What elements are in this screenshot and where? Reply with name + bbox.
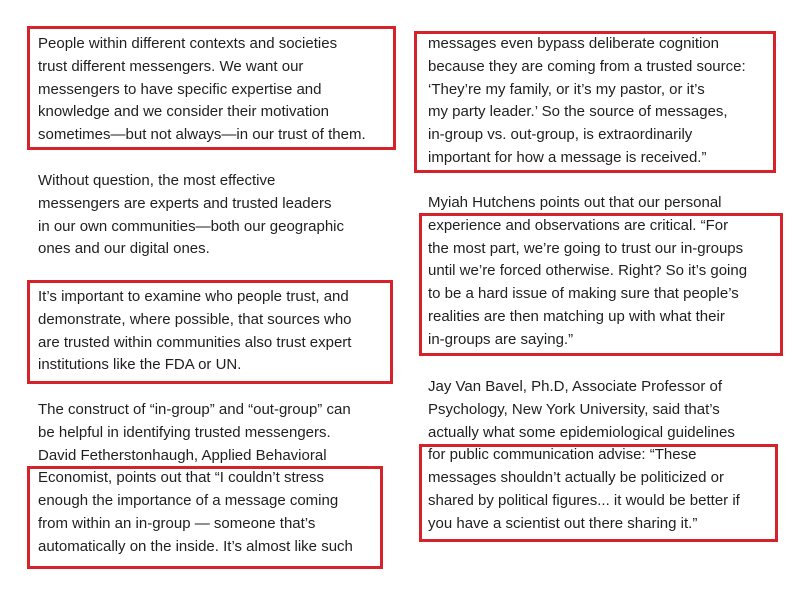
text-line: be helpful in identifying trusted messengers. — [38, 423, 331, 441]
text-line: messengers are experts and trusted leaders — [38, 194, 332, 212]
text-line: important for how a message is received.” — [428, 148, 707, 166]
left-paragraph-2 — [38, 170, 344, 261]
text-line: Jay Van Bavel, Ph.D, Associate Professor of — [428, 378, 723, 395]
text-line: institutions like the FDA or UN. — [38, 356, 242, 374]
right-paragraph-3 — [428, 376, 740, 536]
text-line: enough the importance of a message coming — [38, 492, 339, 510]
text-line: in-group vs. out-group, is extraordinarily — [428, 126, 693, 144]
text-line: in-groups are saying.” — [428, 330, 574, 348]
text-line: are trusted within communities also trust expert — [38, 333, 352, 351]
text-line: Economist, points out that “I couldn’t stress — [38, 469, 324, 487]
left-paragraph-4 — [38, 399, 353, 559]
text-line: because they are coming from a trusted source: — [428, 57, 746, 75]
left-paragraph-1 — [38, 33, 366, 147]
left-paragraph-3 — [38, 286, 352, 377]
text-line: Psychology, New York University, said that’s — [428, 400, 720, 418]
text-line: The construct of “in-group” and “out-group” can — [38, 401, 351, 418]
text-line: ‘They’re my family, or it’s my pastor, or it’s — [428, 80, 705, 98]
text-line: Myiah Hutchens points out that our personal — [428, 194, 722, 211]
text-line: actually what some epidemiological guidelines — [428, 423, 735, 441]
text-line: It’s important to examine who people trust, and — [38, 288, 349, 305]
text-line: trust different messengers. We want our — [38, 57, 304, 75]
text-line: in our own communities—both our geographic — [38, 217, 344, 235]
text-line: Without question, the most effective — [38, 172, 276, 189]
text-line: from within an in-group — someone that’s — [38, 514, 316, 532]
text-line: until we’re forced otherwise. Right? So it’s going — [428, 262, 748, 280]
text-line: to be a hard issue of making sure that people’s — [428, 285, 739, 303]
text-line: demonstrate, where possible, that sources who — [38, 310, 352, 328]
text-line: you have a scientist out there sharing it.” — [428, 514, 698, 532]
text-line: People within different contexts and societies — [38, 35, 338, 52]
text-line: David Fetherstonhaugh, Applied Behavioral — [38, 446, 327, 464]
text-line: sometimes—but not always—in our trust of them. — [38, 126, 366, 144]
text-line: shared by political figures... it would be better if — [428, 491, 740, 509]
text-line: ones and our digital ones. — [38, 240, 210, 258]
text-line: experience and observations are critical. “For — [428, 216, 729, 234]
text-line: messages shouldn’t actually be politicized or — [428, 469, 724, 487]
text-line: messengers to have specific expertise and — [38, 80, 322, 98]
text-line: the most part, we’re going to trust our in-groups — [428, 239, 744, 257]
text-line: realities are then matching up with what their — [428, 307, 725, 325]
text-line: messages even bypass deliberate cognition — [428, 35, 720, 52]
text-line: for public communication advise: “These — [428, 446, 697, 464]
text-line: knowledge and we consider their motivation — [38, 103, 329, 121]
right-paragraph-2 — [428, 192, 747, 352]
text-line: my party leader.’ So the source of messages, — [428, 103, 728, 121]
right-paragraph-1 — [428, 33, 746, 170]
text-line: automatically on the inside. It’s almost like such — [38, 537, 353, 555]
